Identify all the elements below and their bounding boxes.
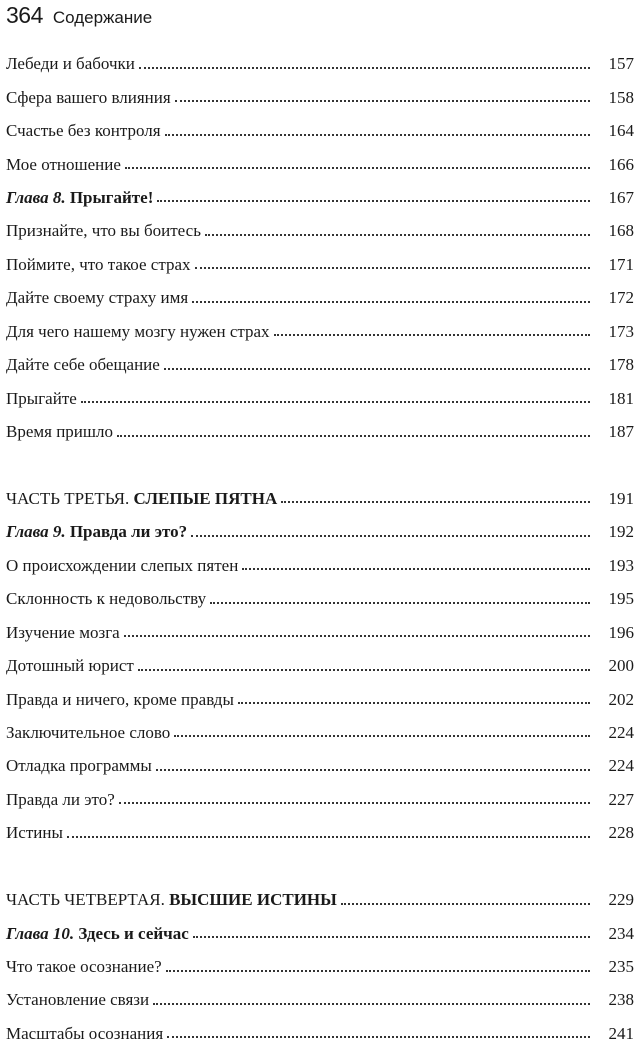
toc-chapter-entry: [6, 916, 634, 949]
toc-entry-page: 224: [608, 756, 634, 776]
toc-entry: [6, 248, 634, 281]
dot-leader: [193, 936, 590, 938]
toc-entry: [6, 783, 634, 816]
dot-leader: [139, 67, 590, 69]
toc-entry: [6, 582, 634, 615]
toc-entry: [6, 549, 634, 582]
toc-entry-page: 164: [608, 121, 634, 141]
dot-leader: [341, 903, 590, 905]
dot-leader: [165, 134, 590, 136]
dot-leader: [138, 669, 590, 671]
toc-part-entry: [6, 883, 634, 916]
dot-leader: [191, 535, 590, 537]
toc-entry-title: Мое отношение: [6, 154, 121, 174]
toc-entry: [6, 716, 634, 749]
dot-leader: [119, 802, 590, 804]
toc-chapter-entry: [6, 515, 634, 548]
toc-chapter-title: [6, 925, 193, 942]
part-number: ЧАСТЬ ТРЕТЬЯ.: [6, 488, 130, 508]
toc-entry-page: 238: [608, 990, 634, 1010]
dot-leader: [156, 769, 590, 771]
toc-entry: [6, 816, 634, 849]
toc-entry-page: 192: [608, 522, 634, 542]
toc-entry-title: Дотошный юрист: [6, 656, 134, 676]
toc-entry: [6, 214, 634, 247]
toc-entry-page: 173: [608, 321, 634, 341]
toc-chapter-title: [6, 523, 191, 540]
dot-leader: [175, 100, 590, 102]
chapter-title: Прыгайте!: [69, 187, 154, 207]
toc-entry-title: Правда ли это?: [6, 789, 115, 809]
page-number: 364: [6, 2, 43, 28]
toc-entry-title: Признайте, что вы боитесь: [6, 221, 201, 241]
toc-entry-page: 193: [608, 555, 634, 575]
toc-entry-page: 229: [608, 890, 634, 910]
toc-entry-page: 228: [608, 823, 634, 843]
toc-entry-title: Что такое осознание?: [6, 957, 162, 977]
toc-entry-title: Заключительное слово: [6, 722, 171, 742]
toc-entry-page: 227: [608, 789, 634, 809]
chapter-number: Глава 8.: [6, 187, 66, 207]
toc-chapter-title: [6, 189, 157, 206]
chapter-title: Правда ли это?: [69, 522, 188, 542]
toc-entry: [6, 615, 634, 648]
toc-entry-page: 241: [608, 1023, 634, 1043]
dot-leader: [167, 1036, 590, 1038]
toc-entry-title: Поймите, что такое страх: [6, 254, 191, 274]
toc-entry-title: Истины: [6, 823, 63, 843]
toc-entry-page: 172: [608, 288, 634, 308]
section-spacer: [6, 850, 634, 883]
dot-leader: [67, 836, 590, 838]
toc-entry: [6, 682, 634, 715]
toc-entry: [6, 749, 634, 782]
dot-leader: [274, 334, 590, 336]
toc-entry: [6, 348, 634, 381]
toc-entry-page: 235: [608, 957, 634, 977]
dot-leader: [157, 200, 590, 202]
toc-entry-title: Изучение мозга: [6, 622, 120, 642]
toc-part-entry: [6, 482, 634, 515]
toc-entry: [6, 114, 634, 147]
toc-entry: [6, 147, 634, 180]
dot-leader: [281, 501, 590, 503]
toc-entry: [6, 950, 634, 983]
chapter-title: Здесь и сейчас: [78, 923, 189, 943]
toc-entry-page: 178: [608, 355, 634, 375]
section-spacer: [6, 448, 634, 481]
toc-entry: [6, 47, 634, 80]
dot-leader: [117, 435, 590, 437]
toc-entry: [6, 381, 634, 414]
chapter-number: Глава 10.: [6, 923, 75, 943]
dot-leader: [81, 401, 590, 403]
toc-entry: [6, 415, 634, 448]
toc-entry-title: Правда и ничего, кроме правды: [6, 689, 234, 709]
toc-entry-page: 181: [608, 388, 634, 408]
toc-entry-title: Для чего нашему мозгу нужен страх: [6, 321, 270, 341]
toc-part-title: [6, 891, 341, 908]
dot-leader: [242, 568, 590, 570]
toc-entry-page: 158: [608, 87, 634, 107]
dot-leader: [174, 735, 590, 737]
dot-leader: [210, 602, 590, 604]
toc-entry-title: О происхождении слепых пятен: [6, 555, 239, 575]
dot-leader: [192, 301, 590, 303]
dot-leader: [238, 702, 590, 704]
part-title: СЛЕПЫЕ ПЯТНА: [133, 488, 278, 508]
toc-entry: [6, 281, 634, 314]
toc-entry-title: Время пришло: [6, 422, 113, 442]
toc-entry-page: 196: [608, 622, 634, 642]
dot-leader: [124, 635, 590, 637]
toc-entry-page: 200: [608, 656, 634, 676]
toc-entry-title: Сфера вашего влияния: [6, 87, 171, 107]
part-number: ЧАСТЬ ЧЕТВЕРТАЯ.: [6, 890, 165, 910]
part-title: ВЫСШИЕ ИСТИНЫ: [169, 890, 337, 910]
toc-part-title: [6, 490, 281, 507]
toc-entry-page: 166: [608, 154, 634, 174]
toc-entry-page: 168: [608, 221, 634, 241]
toc-entry-page: 157: [608, 54, 634, 74]
table-of-contents: [6, 47, 634, 1050]
toc-entry: [6, 315, 634, 348]
toc-entry-title: Масштабы осознания: [6, 1023, 164, 1043]
page-header: [6, 2, 152, 32]
toc-entry-title: Лебеди и бабочки: [6, 54, 135, 74]
dot-leader: [164, 368, 590, 370]
toc-entry-title: Дайте себе обещание: [6, 355, 160, 375]
toc-entry-page: 187: [608, 422, 634, 442]
dot-leader: [125, 167, 590, 169]
toc-entry: [6, 1017, 634, 1050]
chapter-number: Глава 9.: [6, 522, 66, 542]
toc-entry-page: 191: [608, 488, 634, 508]
toc-entry-title: Отладка программы: [6, 756, 152, 776]
toc-entry-page: 234: [608, 923, 634, 943]
toc-entry-title: Установление связи: [6, 990, 150, 1010]
toc-entry-title: Склонность к недовольству: [6, 589, 207, 609]
toc-entry-page: 171: [608, 254, 634, 274]
toc-chapter-entry: [6, 181, 634, 214]
dot-leader: [195, 267, 590, 269]
toc-entry-title: Счастье без контроля: [6, 121, 161, 141]
toc-entry-page: 195: [608, 589, 634, 609]
toc-entry: [6, 983, 634, 1016]
dot-leader: [166, 970, 590, 972]
toc-entry-title: Прыгайте: [6, 388, 77, 408]
toc-entry: [6, 80, 634, 113]
toc-entry-page: 167: [608, 187, 634, 207]
toc-entry-title: Дайте своему страху имя: [6, 288, 189, 308]
dot-leader: [205, 234, 590, 236]
toc-entry-page: 202: [608, 689, 634, 709]
dot-leader: [153, 1003, 590, 1005]
running-title: Содержание: [52, 8, 153, 27]
toc-entry: [6, 649, 634, 682]
toc-entry-page: 224: [608, 722, 634, 742]
